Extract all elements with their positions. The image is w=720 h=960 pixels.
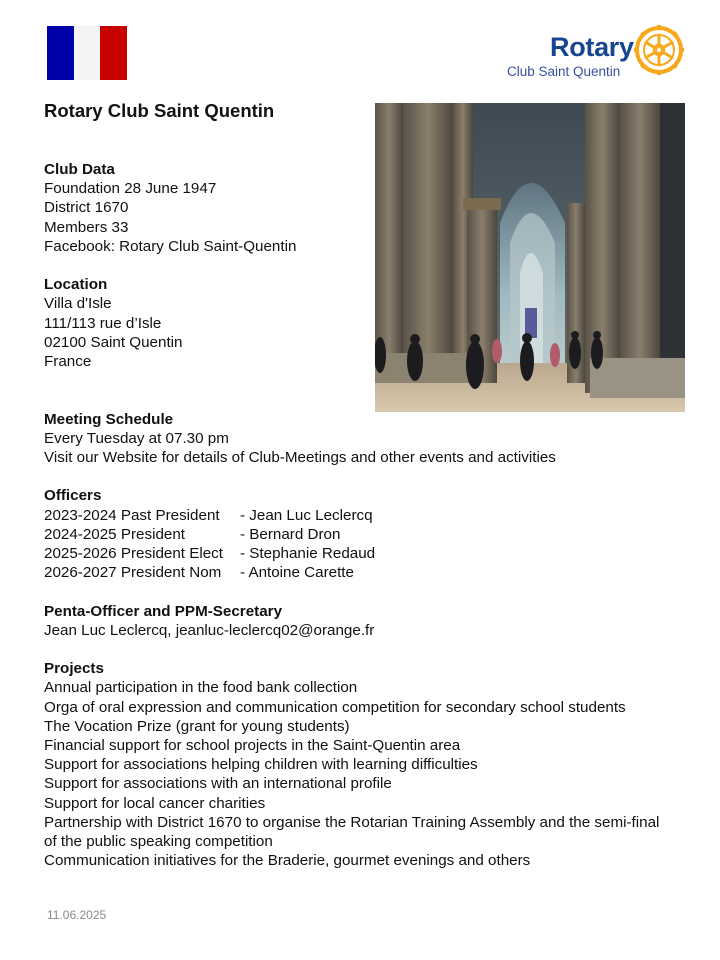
club-data-section bbox=[44, 160, 684, 256]
logo-subtitle: Club Saint Quentin bbox=[507, 64, 621, 79]
rotary-logo bbox=[505, 24, 685, 80]
club-data-heading: Club Data bbox=[44, 161, 115, 178]
location-heading: Location bbox=[44, 276, 108, 294]
project-item: Annual participation in the food bank collection bbox=[44, 679, 358, 697]
officer-row bbox=[44, 563, 684, 582]
officers-heading: Officers bbox=[44, 487, 102, 505]
location-venue: Villa d'Isle bbox=[44, 295, 112, 313]
officer-role: 2024-2025 President bbox=[44, 525, 186, 543]
meeting-website-note: Visit our Website for details of Club-Meetings and other events and activities bbox=[44, 449, 556, 467]
flag-stripe-red bbox=[100, 26, 127, 80]
flag-stripe-white bbox=[74, 26, 101, 80]
location-city: 02100 Saint Quentin bbox=[44, 333, 183, 351]
meeting-time: Every Tuesday at 07.30 pm bbox=[44, 429, 229, 447]
secretary-heading: Penta-Officer and PPM-Secretary bbox=[44, 602, 283, 620]
officer-role: 2025-2026 President Elect bbox=[44, 545, 223, 563]
project-item: Financial support for school projects in the Saint-Quentin area bbox=[44, 737, 461, 755]
projects-section bbox=[44, 659, 684, 870]
officer-name: - Jean Luc Leclercq bbox=[240, 506, 373, 524]
officers-section bbox=[44, 486, 684, 582]
flag-stripe-blue bbox=[47, 26, 74, 80]
foundation-line: Foundation 28 June 1947 bbox=[44, 180, 217, 198]
project-item: Orga of oral expression and communication competition for secondary school students bbox=[44, 698, 626, 716]
officer-row bbox=[44, 525, 684, 544]
france-flag-icon bbox=[47, 26, 127, 80]
officer-name: - Antoine Carette bbox=[240, 564, 354, 582]
page-title: Rotary Club Saint Quentin bbox=[44, 100, 275, 121]
officer-name: - Stephanie Redaud bbox=[240, 545, 376, 563]
officer-role: 2026-2027 President Nom bbox=[44, 564, 222, 582]
project-item: Communication initiatives for the Braderie, gourmet evenings and others bbox=[44, 852, 531, 870]
facebook-line: Facebook: Rotary Club Saint-Quentin bbox=[44, 237, 297, 255]
location-street: 111/113 rue d’Isle bbox=[44, 314, 162, 332]
project-item: Partnership with District 1670 to organise the Rotarian Training Assembly and the semi-final of the public speaking competition bbox=[44, 813, 660, 851]
project-item: Support for associations helping children with learning difficulties bbox=[44, 756, 478, 774]
club-info bbox=[44, 160, 684, 890]
officer-row bbox=[44, 506, 684, 525]
project-item: The Vocation Prize (grant for young students) bbox=[44, 717, 350, 735]
officer-name: - Bernard Dron bbox=[240, 525, 341, 543]
rotary-wheel-icon bbox=[633, 24, 685, 76]
district-line: District 1670 bbox=[44, 199, 129, 217]
projects-heading: Projects bbox=[44, 660, 104, 678]
logo-wordmark: Rotary bbox=[550, 32, 634, 62]
project-item: Support for local cancer charities bbox=[44, 794, 266, 812]
location-country: France bbox=[44, 353, 92, 371]
members-line: Members 33 bbox=[44, 218, 129, 236]
meeting-section bbox=[44, 410, 684, 468]
meeting-heading: Meeting Schedule bbox=[44, 410, 174, 428]
secretary-section bbox=[44, 602, 684, 640]
location-section bbox=[44, 275, 684, 371]
officer-row bbox=[44, 544, 684, 563]
secretary-contact: Jean Luc Leclercq, jeanluc-leclercq02@orange.fr bbox=[44, 621, 375, 639]
footer-date: 11.06.2025 bbox=[47, 908, 107, 922]
project-item: Support for associations with an international profile bbox=[44, 775, 392, 793]
officer-role: 2023-2024 Past President bbox=[44, 506, 220, 524]
